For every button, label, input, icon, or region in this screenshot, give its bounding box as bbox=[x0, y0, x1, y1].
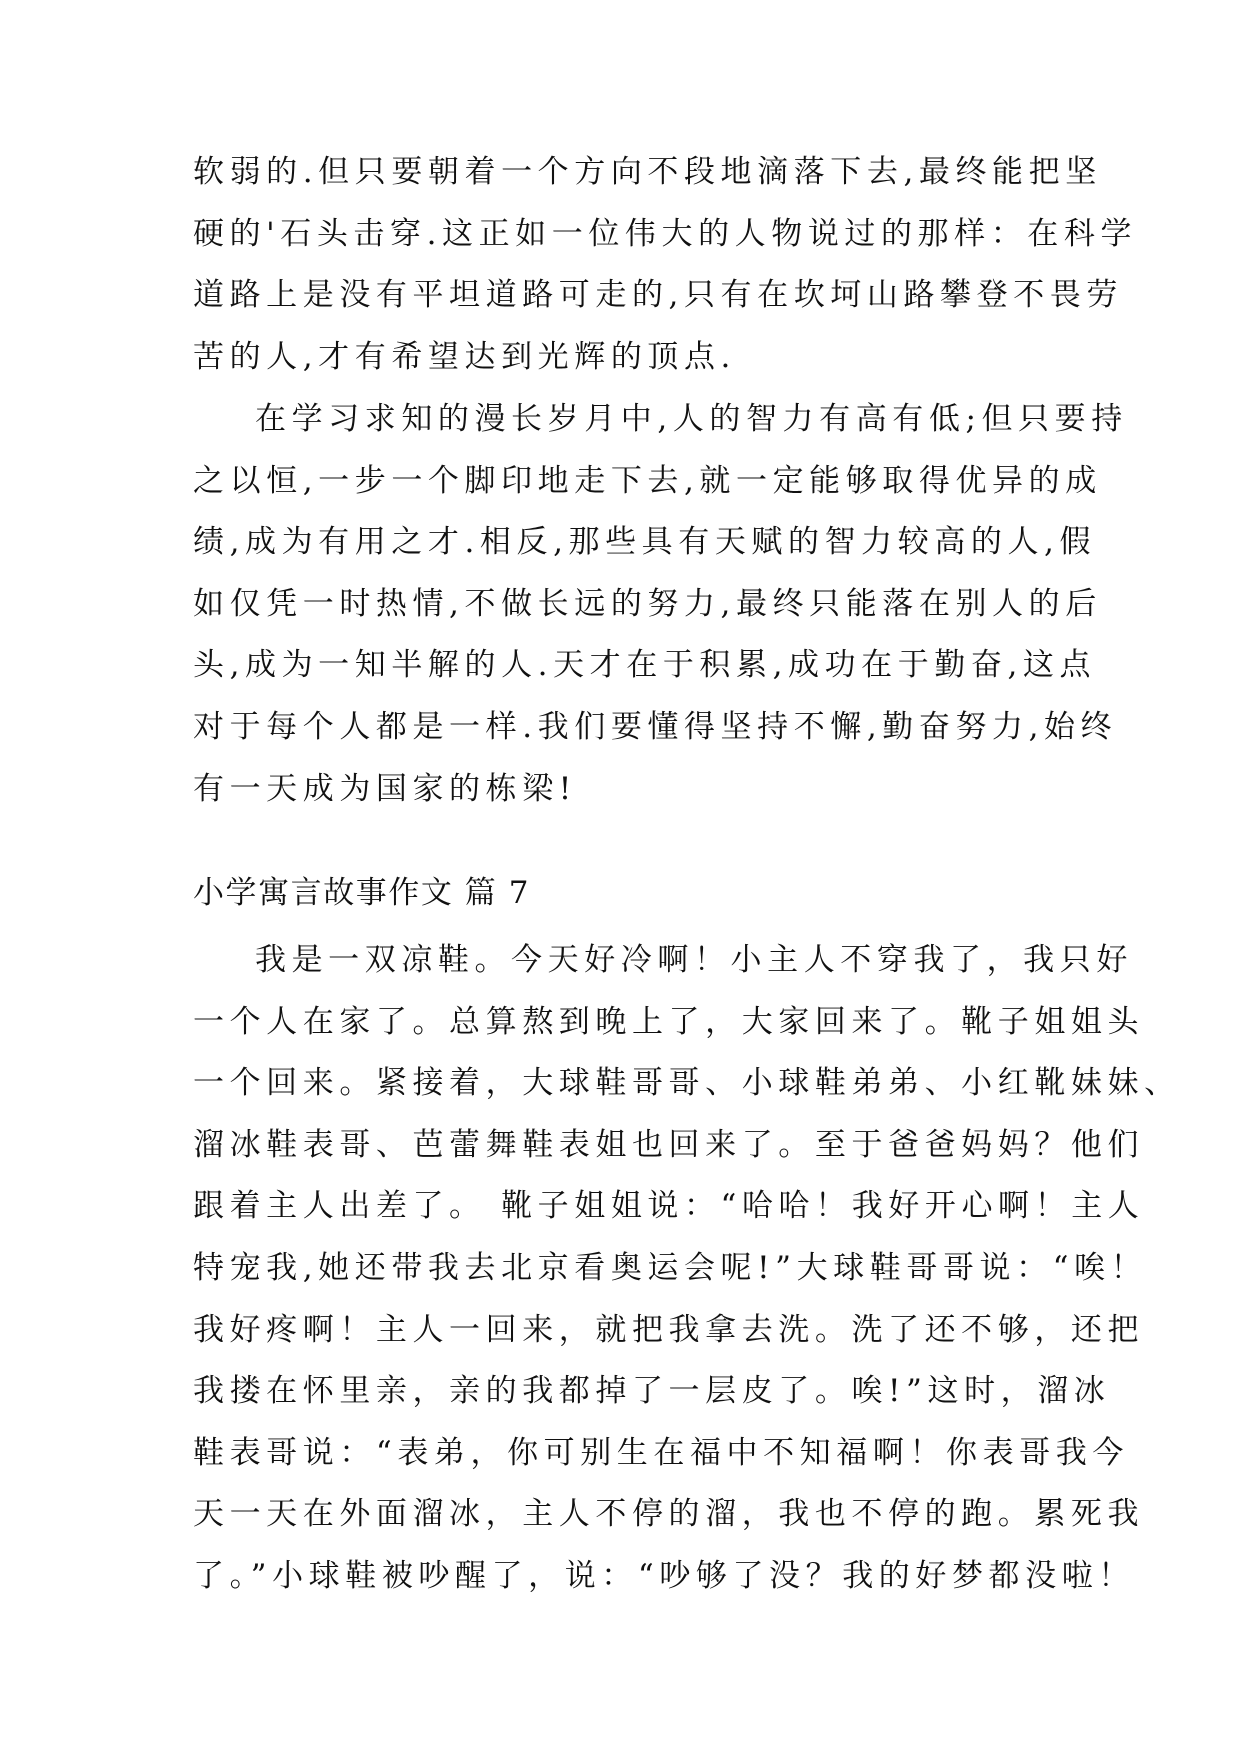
text-line: 了。”小球鞋被吵醒了，说：“吵够了没？我的好梦都没啦！ bbox=[193, 1557, 1135, 1594]
section-title: 小学寓言故事作文 篇 7 bbox=[193, 875, 531, 911]
text-line: 我好疼啊！主人一回来，就把我拿去洗。洗了还不够，还把 bbox=[193, 1311, 1145, 1348]
text-line: 跟着主人出差了。 靴子姐姐说：“哈哈！我好开心啊！主人 bbox=[193, 1188, 1145, 1225]
text-line: 绩,成为有用之才.相反,那些具有天赋的智力较高的人,假 bbox=[193, 524, 1097, 561]
paragraph-continuation bbox=[193, 142, 1138, 388]
text-line: 硬的'石头击穿.这正如一位伟大的人物说过的那样：在科学 bbox=[193, 215, 1138, 252]
paragraph-sandals-story bbox=[193, 930, 1181, 1608]
text-line: 溜冰鞋表哥、芭蕾舞鞋表姐也回来了。至于爸爸妈妈？他们 bbox=[193, 1126, 1145, 1163]
text-line: 软弱的.但只要朝着一个方向不段地滴落下去,最终能把坚 bbox=[193, 154, 1102, 190]
text-line: 特宠我,她还带我去北京看奥运会呢!”大球鞋哥哥说：“唉！ bbox=[193, 1249, 1148, 1286]
text-line: 我搂在怀里亲，亲的我都掉了一层皮了。唉!”这时，溜冰 bbox=[193, 1373, 1111, 1410]
text-line: 在学习求知的漫长岁月中,人的智力有高有低;但只要持 bbox=[255, 401, 1128, 437]
text-line: 天一天在外面溜冰，主人不停的溜，我也不停的跑。累死我 bbox=[193, 1496, 1145, 1533]
text-line: 一个回来。紧接着，大球鞋哥哥、小球鞋弟弟、小红靴妹妹、 bbox=[193, 1065, 1181, 1102]
text-line: 我是一双凉鞋。今天好冷啊！小主人不穿我了，我只好 bbox=[255, 942, 1133, 978]
text-line: 头,成为一知半解的人.天才在于积累,成功在于勤奋,这点 bbox=[193, 647, 1097, 684]
paragraph-perseverance bbox=[193, 389, 1128, 820]
text-line: 一个人在家了。总算熬到晚上了，大家回来了。靴子姐姐头 bbox=[193, 1003, 1145, 1040]
text-line: 道路上是没有平坦道路可走的,只有在坎坷山路攀登不畏劳 bbox=[193, 277, 1123, 314]
text-line: 有一天成为国家的栋梁! bbox=[193, 770, 577, 807]
text-line: 鞋表哥说：“表弟，你可别生在福中不知福啊！你表哥我今 bbox=[193, 1434, 1129, 1471]
text-line: 如仅凭一时热情,不做长远的努力,最终只能落在别人的后 bbox=[193, 585, 1102, 622]
text-line: 苦的人,才有希望达到光辉的顶点. bbox=[193, 338, 736, 375]
text-line: 之以恒,一步一个脚印地走下去,就一定能够取得优异的成 bbox=[193, 462, 1102, 499]
text-line: 对于每个人都是一样.我们要懂得坚持不懈,勤奋努力,始终 bbox=[193, 708, 1118, 745]
